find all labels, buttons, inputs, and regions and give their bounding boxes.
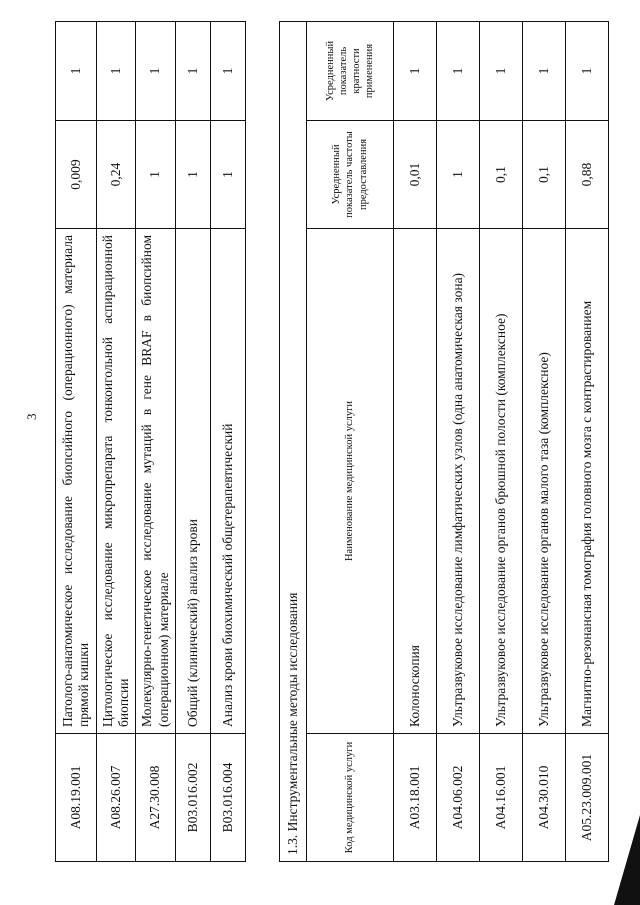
table-row bbox=[523, 21, 566, 861]
service-code: B03.016.002 bbox=[175, 734, 210, 862]
table-row bbox=[136, 22, 175, 862]
services-table-1 bbox=[55, 22, 246, 862]
service-name: Анализ крови биохимический общетерапевтический bbox=[210, 229, 245, 734]
frequency-value: 1 bbox=[210, 121, 245, 229]
frequency-value: 0,01 bbox=[394, 121, 437, 229]
frequency-value: 0,88 bbox=[566, 121, 609, 229]
header-frequency: Усредненный показатель частоты предоставления bbox=[307, 121, 394, 229]
frequency-value: 0,1 bbox=[523, 121, 566, 229]
table-row bbox=[56, 22, 97, 862]
service-code: B03.016.004 bbox=[210, 734, 245, 862]
multiplicity-value: 1 bbox=[523, 21, 566, 120]
service-name: Молекулярно-генетическое исследование мутаций в гене BRAF в биопсийном (операционном) материале bbox=[136, 229, 175, 734]
section-title: 1.3. Инструментальные методы исследования bbox=[280, 21, 307, 861]
table-row bbox=[480, 21, 523, 861]
service-name: Патолого-анатомическое исследование биопсийного (операционного) материала прямой кишки bbox=[56, 229, 97, 734]
services-table-2 bbox=[279, 22, 609, 862]
service-code: A08.19.001 bbox=[56, 734, 97, 862]
service-name: Цитологическое исследование микропрепарата тонкоигольной аспирационной биопсии bbox=[97, 229, 136, 734]
table-row bbox=[97, 22, 136, 862]
frequency-value: 0,1 bbox=[480, 121, 523, 229]
table-row bbox=[175, 22, 210, 862]
service-name: Ультразвуковое исследование органов брюшной полости (комплексное) bbox=[480, 229, 523, 734]
service-name: Ультразвуковое исследование лимфатических узлов (одна анатомическая зона) bbox=[437, 229, 480, 734]
header-multiplicity: Усредненный показатель кратности применения bbox=[307, 21, 394, 120]
frequency-value: 1 bbox=[136, 121, 175, 229]
multiplicity-value: 1 bbox=[97, 22, 136, 121]
section-row bbox=[280, 21, 307, 861]
multiplicity-value: 1 bbox=[136, 22, 175, 121]
service-name: Общий (клинический) анализ крови bbox=[175, 229, 210, 734]
service-code: A04.16.001 bbox=[480, 734, 523, 862]
header-row bbox=[307, 21, 394, 861]
frequency-value: 1 bbox=[175, 121, 210, 229]
table-row bbox=[210, 22, 245, 862]
header-name: Наименование медицинской услуги bbox=[307, 229, 394, 734]
page-number: 3 bbox=[24, 413, 39, 420]
multiplicity-value: 1 bbox=[437, 21, 480, 120]
table-row bbox=[566, 21, 609, 861]
service-code: A05.23.009.001 bbox=[566, 734, 609, 862]
service-code: A04.30.010 bbox=[523, 734, 566, 862]
service-code: A04.06.002 bbox=[437, 734, 480, 862]
page-corner-fold bbox=[614, 815, 640, 905]
frequency-value: 0,24 bbox=[97, 121, 136, 229]
multiplicity-value: 1 bbox=[394, 21, 437, 120]
multiplicity-value: 1 bbox=[480, 21, 523, 120]
multiplicity-value: 1 bbox=[175, 22, 210, 121]
table-row bbox=[394, 21, 437, 861]
service-code: A08.26.007 bbox=[97, 734, 136, 862]
frequency-value: 0,009 bbox=[56, 121, 97, 229]
service-name: Колоноскопия bbox=[394, 229, 437, 734]
multiplicity-value: 1 bbox=[210, 22, 245, 121]
multiplicity-value: 1 bbox=[56, 22, 97, 121]
service-code: A27.30.008 bbox=[136, 734, 175, 862]
service-code: A03.18.001 bbox=[394, 734, 437, 862]
service-name: Ультразвуковое исследование органов малого таза (комплексное) bbox=[523, 229, 566, 734]
header-code: Код медицинской услуги bbox=[307, 734, 394, 862]
frequency-value: 1 bbox=[437, 121, 480, 229]
service-name: Магнитно-резонансная томография головного мозга с контрастированием bbox=[566, 229, 609, 734]
multiplicity-value: 1 bbox=[566, 21, 609, 120]
table-row bbox=[437, 21, 480, 861]
